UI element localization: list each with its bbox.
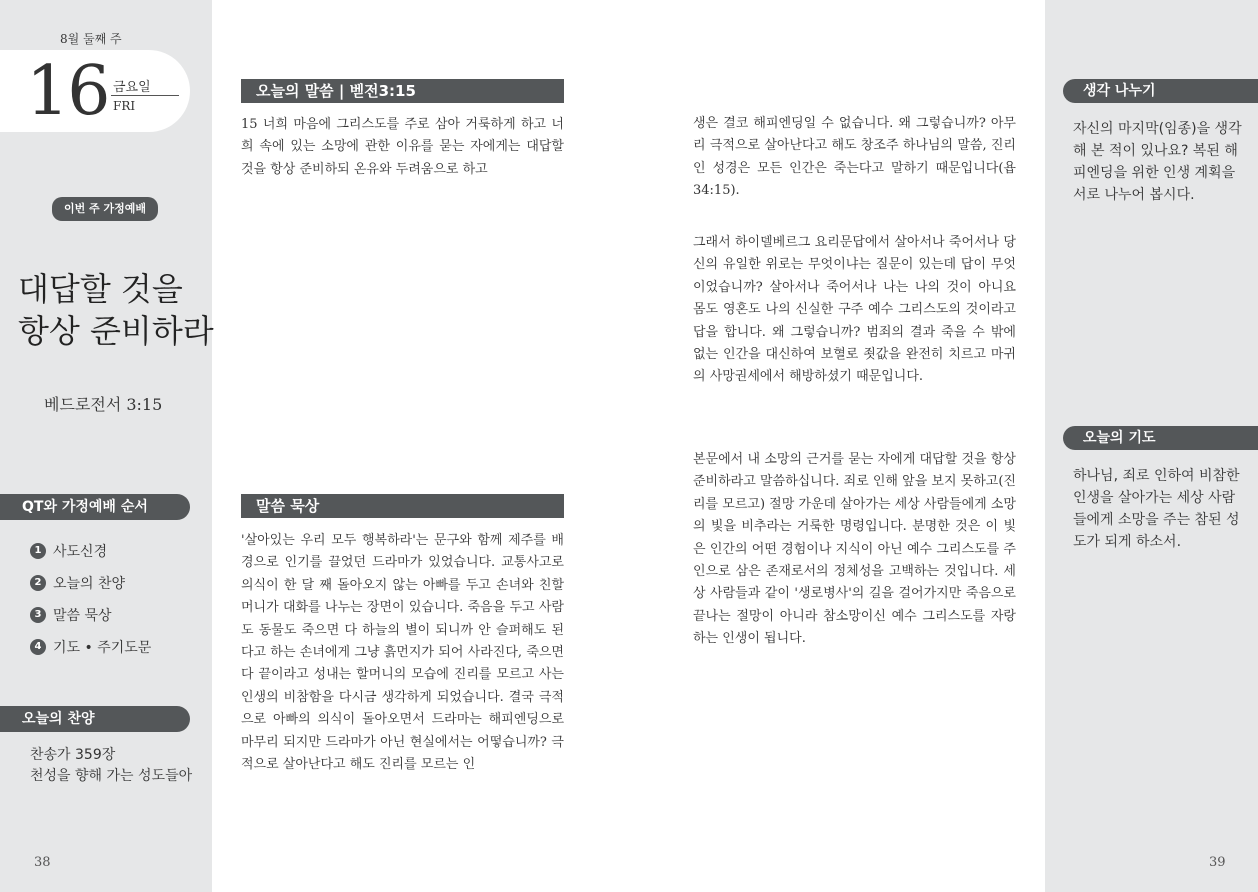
order-item-label: 오늘의 찬양 xyxy=(53,576,126,592)
scripture-text: 15 너희 마음에 그리스도를 주로 삼아 거룩하게 하고 너희 속에 있는 소망에 관한 이유를 묻는 자에게는 대답할 것을 항상 준비하되 온유와 두려움으로 하고 xyxy=(241,117,564,177)
family-worship-badge: 이번 주 가정예배 xyxy=(52,197,158,221)
order-list xyxy=(30,540,151,668)
share-heading xyxy=(1063,79,1258,103)
page-number-right: 39 xyxy=(1209,855,1226,870)
number-circle-icon: 1 xyxy=(30,543,46,559)
title-line-1: 대답할 것을 xyxy=(18,270,183,308)
meditation-paragraph: 생은 결코 해피엔딩일 수 없습니다. 왜 그렇습니까? 아무리 극적으로 살아난다고 해도 창조주 하나님의 말씀, 진리인 성경은 모든 인간은 죽는다고 말하기 때문입니다(욥34:15). xyxy=(693,116,1016,199)
number-circle-icon: 4 xyxy=(30,639,46,655)
meditation-paragraph: 그래서 하이델베르그 요리문답에서 살아서나 죽어서나 당신의 유일한 위로는 무엇이냐는 질문이 있는데 답이 무엇이었습니까? 살아서나 죽어서나 나는 나의 것이 아니요 몸도 영혼도 나의 신실한 구주 예수 그리스도의 것이라고 답을 합니다. 왜 그렇습니까? 범죄의 결과 죽을 수 밖에 없는 인간을 대신하여 보혈로 죗값을 완전히 치르고 마귀의 사망권세에서 해방하셨기 때문입니다. xyxy=(693,235,1016,385)
scripture-reference: 베드로전서 3:15 xyxy=(44,395,163,414)
prayer-heading xyxy=(1063,426,1258,450)
hymn-info xyxy=(30,745,192,787)
meditation-paragraph: 본문에서 내 소망의 근거를 묻는 자에게 대답할 것을 항상 준비하라고 말씀하십니다. 죄로 인해 앞을 보지 못하고(진리를 모르고) 절망 가운데 살아가는 세상 사람들에게 소망의 빛을 비추라는 거룩한 명령입니다. 분명한 것은 이 빛은 인간의 어떤 경험이나 지식이 아닌 예수 그리스도를 주인으로 삼은 존재로서의 정체성을 고백하는 것입니다. 세상 사람들과 같이 '생로병사'의 길을 걸어가지만 죽음으로 끝나는 절망이 아니라 참소망이신 예수 그리스도를 자랑하는 인생이 됩니다. xyxy=(693,452,1016,647)
order-heading-label: QT와 가정예배 순서 xyxy=(22,499,148,515)
prayer-heading-label: 오늘의 기도 xyxy=(1083,430,1156,446)
order-item xyxy=(30,636,151,658)
weekday-divider xyxy=(111,95,179,96)
number-circle-icon: 3 xyxy=(30,607,46,623)
todays-word-heading-label: 오늘의 말씀 | 벧전3:15 xyxy=(256,82,416,100)
hymn-number: 찬송가 359장 xyxy=(30,747,116,763)
share-text: 자신의 마지막(임종)을 생각해 본 적이 있나요? 복된 해피엔딩을 위한 인생 계획을 서로 나누어 봅시다. xyxy=(1073,121,1242,203)
meditation-heading xyxy=(241,494,564,518)
meditation-text: '살아있는 우리 모두 행복하라'는 문구와 함께 제주를 배경으로 인기를 끌었던 드라마가 있었습니다. 교통사고로 의식이 한 달 째 돌아오지 않는 아빠를 두고 손녀와 친할머니가 대화를 나누는 장면이 있습니다. 죽음을 두고 사람도 동물도 죽으면 다 하늘의 별이 되니까 안 슬퍼해도 된다고 하는 손녀에게 그냥 흙먼지가 되어 사라진다, 죽으면 다 끝이라고 성내는 할머니의 모습에 진리를 모르고 사는 인생의 비참함을 다시금 생각하게 되었습니다. 결국 극적으로 아빠의 의식이 돌아오면서 드라마는 해피엔딩으로 마무리 되지만 드라마가 아닌 현실에서는 어떻습니까? 극적으로 살아난다고 해도 진리를 모르는 인 xyxy=(241,533,564,773)
order-item-label: 기도 • 주기도문 xyxy=(53,640,152,656)
day-number: 16 xyxy=(26,52,109,131)
order-heading xyxy=(0,494,190,520)
week-label: 8월 둘째 주 xyxy=(60,32,122,46)
meditation-heading-label: 말씀 묵상 xyxy=(256,497,320,515)
order-item xyxy=(30,604,151,626)
page-number-left: 38 xyxy=(34,855,51,870)
share-heading-label: 생각 나누기 xyxy=(1083,83,1156,99)
weekday-korean: 금요일 xyxy=(113,80,151,95)
order-item xyxy=(30,540,151,562)
weekday-english: FRI xyxy=(113,99,136,113)
page-title xyxy=(18,268,214,352)
order-item xyxy=(30,572,151,594)
hymn-heading xyxy=(0,706,190,732)
hymn-title: 천성을 향해 가는 성도들아 xyxy=(30,768,193,784)
number-circle-icon: 2 xyxy=(30,575,46,591)
order-item-label: 사도신경 xyxy=(53,544,108,560)
title-line-2: 항상 준비하라 xyxy=(18,312,214,350)
hymn-heading-label: 오늘의 찬양 xyxy=(22,711,95,727)
order-item-label: 말씀 묵상 xyxy=(53,608,112,624)
todays-word-heading xyxy=(241,79,564,103)
prayer-text: 하나님, 죄로 인하여 비참한 인생을 살아가는 세상 사람들에게 소망을 주는 참된 성도가 되게 하소서. xyxy=(1073,468,1240,550)
